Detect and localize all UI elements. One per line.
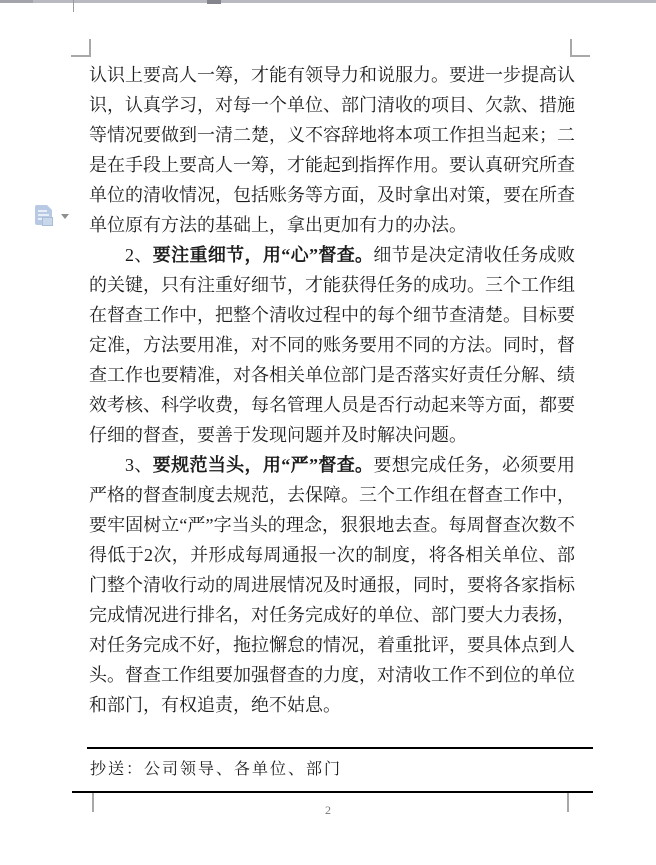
left-margin-stub <box>73 0 74 12</box>
page-number: 2 <box>325 803 331 817</box>
page-fold-icon <box>47 205 52 210</box>
top-edge-strip <box>0 0 656 3</box>
paragraph-text: 要想完成任务，必须要用严格的督查制度去规范，去保障。三个工作组在督查工作中，要牢固树立“严”字当头的理念，狠狠地去查。每周督查次数不得低于2次，并形成每周通报一次的制度，将各相关单位、部门整个清收行动的周进展情况及时通报，同时，要将各家指标完成情况进行排名，对任务完成好的单位、部门要大力表扬，对任务完成不好，拖拉懈怠的情况，着重批评，要具体点到人头。督查工作组要加强督查的力度，对清收工作不到位的单位和部门，有权追责，绝不姑息。 <box>89 455 576 715</box>
text-boundary-mark-top-right <box>570 39 572 56</box>
text-boundary-mark-top-right <box>570 55 590 57</box>
footer-separator-bottom <box>72 791 593 793</box>
paste-options-icon <box>35 205 52 225</box>
paragraph-text: 认识上要高人一筹，才能有领导力和说服力。要进一步提高认识，认真学习，对每一个单位、部门清收的项目、欠款、措施等情况要做到一清二楚，义不容辞地将本项工作担当起来；二是在手段上要高人一筹，才能起到指挥作用。要认真研究所查单位的清收情况，包括账务等方面，及时拿出对策，要在所查单位原有方法的基础上，拿出更加有力的办法。 <box>89 65 575 235</box>
document-body[interactable] <box>89 60 575 720</box>
footer-separator-top <box>87 747 593 749</box>
text-boundary-mark-top-left <box>71 55 91 57</box>
paragraph-text: 2、 <box>125 245 153 265</box>
body-paragraph-1[interactable] <box>89 60 575 240</box>
top-edge-strip-left <box>0 0 33 3</box>
dropdown-arrow-icon[interactable] <box>61 214 69 219</box>
top-edge-tab <box>207 0 221 4</box>
paragraph-heading-text: 要规范当头，用“严”督查。 <box>152 455 374 475</box>
body-paragraph-3[interactable] <box>89 450 575 720</box>
paste-options-button[interactable] <box>35 204 69 228</box>
paragraph-text: 3、 <box>125 455 153 475</box>
body-paragraph-2[interactable] <box>89 240 575 450</box>
text-boundary-mark-top-left <box>89 39 91 56</box>
paragraph-heading-text: 要注重细节，用“心”督查。 <box>152 245 374 265</box>
copy-to-line: 抄送：公司领导、各单位、部门 <box>90 761 343 778</box>
paragraph-text: 细节是决定清收任务成败的关键，只有注重好细节，才能获得任务的成功。三个工作组在督查工作中，把整个清收过程中的每个细节查清楚。目标要定准，方法要用准，对不同的账务要用不同的方法。同时，督查工作也要精准，对各相关单位部门是否落实好责任分解、绩效考核、科学收费，每名管理人员是否行动起来等方面，都要仔细的督查，要善于发现问题并及时解决问题。 <box>89 245 576 445</box>
